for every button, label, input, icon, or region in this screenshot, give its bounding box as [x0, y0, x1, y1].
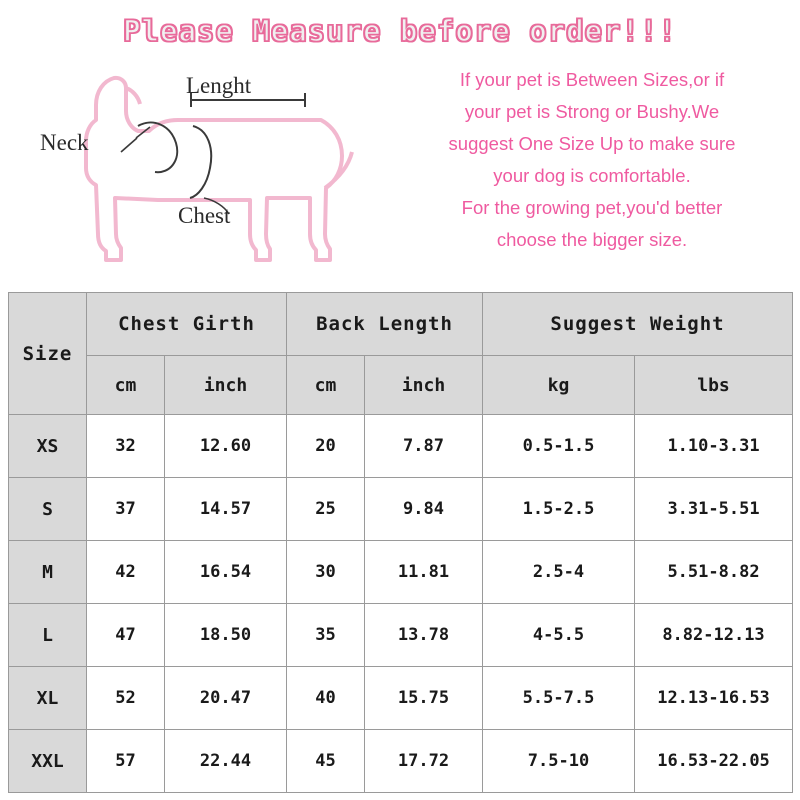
column-header-chest-cm: cm: [87, 356, 165, 415]
note-line-3: suggest One Size Up to make sure: [448, 133, 736, 154]
table-row: [9, 730, 793, 793]
column-group-back-length: Back Length: [287, 293, 483, 356]
cell-back-cm: 30: [287, 541, 365, 604]
table-row: [9, 604, 793, 667]
table-row: [9, 415, 793, 478]
cell-chest-inch: 16.54: [165, 541, 287, 604]
cell-back-cm: 35: [287, 604, 365, 667]
page-title: Please Measure before order!!!: [123, 14, 677, 48]
column-group-suggest-weight: Suggest Weight: [483, 293, 793, 356]
column-header-back-inch: inch: [365, 356, 483, 415]
cell-size: XL: [9, 667, 87, 730]
cell-weight-kg: 1.5-2.5: [483, 478, 635, 541]
cell-back-cm: 25: [287, 478, 365, 541]
column-header-chest-inch: inch: [165, 356, 287, 415]
cell-chest-cm: 52: [87, 667, 165, 730]
cell-weight-kg: 0.5-1.5: [483, 415, 635, 478]
cell-weight-kg: 5.5-7.5: [483, 667, 635, 730]
label-chest: Chest: [178, 203, 231, 228]
note-line-2: your pet is Strong or Bushy.We: [464, 101, 720, 122]
note-line-5: For the growing pet,you'd better: [461, 197, 723, 218]
cell-back-cm: 45: [287, 730, 365, 793]
table-row: [9, 541, 793, 604]
cell-size: XS: [9, 415, 87, 478]
sizing-note: [396, 64, 788, 256]
column-group-chest-girth: Chest Girth: [87, 293, 287, 356]
cell-chest-inch: 22.44: [165, 730, 287, 793]
cell-back-cm: 40: [287, 667, 365, 730]
cell-chest-cm: 37: [87, 478, 165, 541]
table-unit-header-row: [9, 356, 793, 415]
cell-chest-inch: 14.57: [165, 478, 287, 541]
column-header-weight-lbs: lbs: [635, 356, 793, 415]
cell-size: M: [9, 541, 87, 604]
cell-weight-lbs: 16.53-22.05: [635, 730, 793, 793]
cell-chest-inch: 20.47: [165, 667, 287, 730]
label-length: Lenght: [186, 73, 252, 98]
cell-size: XXL: [9, 730, 87, 793]
cell-back-inch: 7.87: [365, 415, 483, 478]
dog-measurement-illustration: [18, 48, 388, 283]
cell-chest-cm: 57: [87, 730, 165, 793]
cell-weight-kg: 7.5-10: [483, 730, 635, 793]
cell-weight-kg: 2.5-4: [483, 541, 635, 604]
cell-back-inch: 11.81: [365, 541, 483, 604]
cell-weight-kg: 4-5.5: [483, 604, 635, 667]
table-group-header-row: [9, 293, 793, 356]
cell-chest-inch: 12.60: [165, 415, 287, 478]
cell-back-inch: 17.72: [365, 730, 483, 793]
cell-weight-lbs: 8.82-12.13: [635, 604, 793, 667]
size-chart-table: [8, 292, 793, 793]
table-row: [9, 667, 793, 730]
cell-back-inch: 15.75: [365, 667, 483, 730]
cell-weight-lbs: 3.31-5.51: [635, 478, 793, 541]
cell-size: L: [9, 604, 87, 667]
cell-back-inch: 13.78: [365, 604, 483, 667]
label-neck: Neck: [40, 130, 89, 155]
table-header: [9, 293, 793, 415]
cell-weight-lbs: 12.13-16.53: [635, 667, 793, 730]
cell-back-cm: 20: [287, 415, 365, 478]
column-header-back-cm: cm: [287, 356, 365, 415]
note-line-1: If your pet is Between Sizes,or if: [459, 69, 725, 90]
cell-chest-inch: 18.50: [165, 604, 287, 667]
cell-size: S: [9, 478, 87, 541]
cell-back-inch: 9.84: [365, 478, 483, 541]
note-line-6: choose the bigger size.: [496, 229, 688, 250]
cell-chest-cm: 32: [87, 415, 165, 478]
cell-chest-cm: 47: [87, 604, 165, 667]
note-line-4: your dog is comfortable.: [493, 165, 691, 186]
column-header-weight-kg: kg: [483, 356, 635, 415]
cell-weight-lbs: 5.51-8.82: [635, 541, 793, 604]
cell-chest-cm: 42: [87, 541, 165, 604]
table-body: [9, 415, 793, 793]
table-row: [9, 478, 793, 541]
cell-weight-lbs: 1.10-3.31: [635, 415, 793, 478]
column-header-size: Size: [9, 293, 87, 415]
